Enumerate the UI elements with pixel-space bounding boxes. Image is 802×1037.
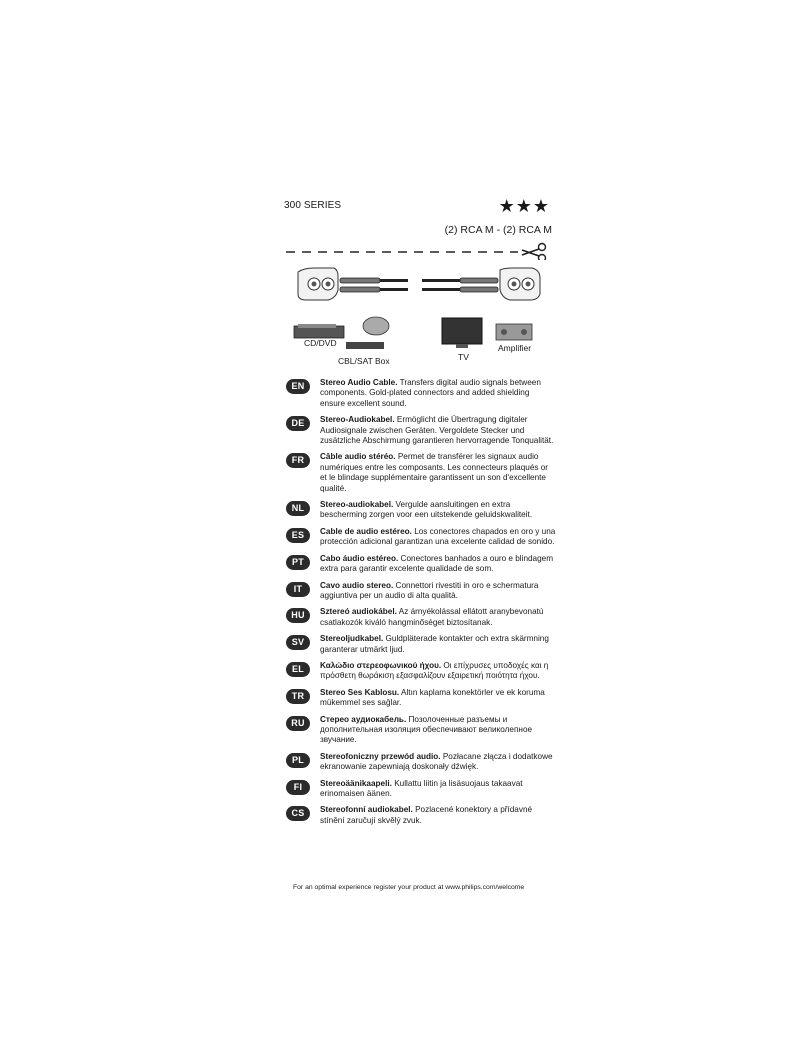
product-description: Позолоченные разъемы и дополнительная изоляция обеспечивают великолепное звучание. bbox=[320, 714, 533, 745]
product-description: Pozlacené konektory a přídavné stínění zaručují skvělý zvuk. bbox=[320, 805, 533, 825]
cable-type-label: (2) RCA M - (2) RCA M bbox=[444, 224, 552, 236]
language-description bbox=[320, 452, 556, 494]
product-title: Sztereó audiokábel. bbox=[320, 607, 397, 617]
language-code-badge: RU bbox=[286, 716, 310, 731]
language-description bbox=[320, 415, 556, 446]
language-list bbox=[286, 378, 556, 832]
language-description bbox=[320, 688, 556, 709]
product-title: Стерео аудиокабель. bbox=[320, 714, 407, 724]
product-description: Vergulde aansluitingen en extra bescherming zorgen voor een uitstekende geluidskwaliteit. bbox=[320, 500, 533, 520]
language-entry-de bbox=[286, 415, 556, 446]
product-title: Stereoljudkabel. bbox=[320, 634, 384, 644]
language-description bbox=[320, 581, 556, 602]
product-title: Καλώδιο στερεοφωνικού ήχου. bbox=[320, 660, 442, 670]
cd-dvd-label: CD/DVD bbox=[304, 338, 337, 348]
product-description: Ermöglicht die Übertragung digitaler Audiosignale zwischen Geräten. Vergoldete Stecker und zusätzliche Abschirmung garantieren hervorragende Tonqualität. bbox=[320, 415, 554, 446]
language-entry-nl bbox=[286, 500, 556, 521]
language-entry-it bbox=[286, 581, 556, 602]
product-title: Stereo-audiokabel. bbox=[320, 500, 394, 510]
product-description: Permet de transférer les signaux audio numériques entre les composants. Les connecteurs plaqués or et le blindage supplémentaire garantissent un son d'excellente qualité. bbox=[320, 452, 549, 493]
language-code-badge: FI bbox=[286, 780, 310, 795]
product-description: Az árnyékolással ellátott aranybevonatú csatlakozók kiváló hangminőséget biztosítanak. bbox=[320, 607, 544, 627]
language-entry-fr bbox=[286, 452, 556, 494]
left-socket-panel bbox=[298, 268, 338, 300]
language-code-badge: DE bbox=[286, 416, 310, 431]
language-description bbox=[320, 752, 556, 773]
language-entry-pl bbox=[286, 752, 556, 773]
cbl-sat-label: CBL/SAT Box bbox=[338, 356, 390, 366]
language-description bbox=[320, 634, 556, 655]
rca-cable-pair bbox=[340, 278, 498, 292]
tv-label: TV bbox=[458, 352, 469, 362]
language-entry-ru bbox=[286, 715, 556, 746]
language-entry-es bbox=[286, 527, 556, 548]
series-label: 300 SERIES bbox=[284, 200, 342, 211]
language-code-badge: HU bbox=[286, 608, 310, 623]
language-code-badge: EL bbox=[286, 662, 310, 677]
language-code-badge: EN bbox=[286, 379, 310, 394]
language-entry-hu bbox=[286, 607, 556, 628]
rating-stars: ★★★ bbox=[498, 196, 550, 216]
product-title: Stereo Audio Cable. bbox=[320, 378, 398, 387]
product-description: Conectores banhados a ouro e blindagem extra para garantir excelente qualidade de som. bbox=[320, 553, 554, 574]
language-code-badge: TR bbox=[286, 689, 310, 704]
product-title: Cavo audio stereo. bbox=[320, 580, 394, 590]
product-description: Οι επίχρυσες υποδοχές και η πρόσθετη θωράκιση εξασφαλίζουν εξαιρετική ποιότητα ήχου. bbox=[320, 660, 549, 681]
language-code-badge: PT bbox=[286, 555, 310, 570]
language-entry-en bbox=[286, 378, 556, 409]
product-title: Cabo áudio estéreo. bbox=[320, 553, 399, 563]
language-description bbox=[320, 661, 556, 682]
product-description: Kullattu liitin ja lisäsuojaus takaavat erinomaisen äänen. bbox=[320, 778, 523, 798]
language-description bbox=[320, 715, 556, 746]
right-socket-panel bbox=[500, 268, 540, 300]
amplifier-label: Amplifier bbox=[498, 343, 532, 353]
satellite-box-icon bbox=[346, 317, 389, 349]
language-code-badge: SV bbox=[286, 635, 310, 650]
product-title: Câble audio stéréo. bbox=[320, 452, 396, 462]
language-description bbox=[320, 779, 556, 800]
language-code-badge: CS bbox=[286, 806, 310, 821]
product-description: Altın kaplama konektörler ve ek koruma mükemmel ses sağlar. bbox=[320, 687, 545, 708]
language-entry-sv bbox=[286, 634, 556, 655]
tv-icon bbox=[442, 318, 482, 348]
language-code-badge: FR bbox=[286, 453, 310, 468]
product-title: Stereo Ses Kablosu. bbox=[320, 687, 400, 697]
product-title: Stereoäänikaapeli. bbox=[320, 778, 392, 788]
scissors-icon bbox=[522, 244, 546, 261]
product-title: Stereofonní audiokabel. bbox=[320, 805, 413, 815]
language-code-badge: IT bbox=[286, 582, 310, 597]
language-entry-tr bbox=[286, 688, 556, 709]
language-description bbox=[320, 378, 556, 409]
language-code-badge: NL bbox=[286, 501, 310, 516]
language-code-badge: PL bbox=[286, 753, 310, 768]
amplifier-icon bbox=[496, 324, 532, 340]
language-description bbox=[320, 554, 556, 575]
product-title: Stereo-Audiokabel. bbox=[320, 415, 395, 425]
language-entry-cs bbox=[286, 805, 556, 826]
cd-dvd-player-icon bbox=[294, 324, 344, 338]
language-entry-pt bbox=[286, 554, 556, 575]
language-description bbox=[320, 607, 556, 628]
language-description bbox=[320, 527, 556, 548]
product-description: Pozłacane złącza i dodatkowe ekranowanie zapewniają doskonały dźwięk. bbox=[320, 751, 553, 772]
product-description: Connettori rivestiti in oro e schermatura aggiuntiva per un audio di alta qualità. bbox=[320, 580, 539, 600]
language-entry-el bbox=[286, 661, 556, 682]
footer-register-note: For an optimal experience register your product at www.philips.com/welcome bbox=[293, 884, 525, 891]
product-description: Transfers digital audio signals between components. Gold-plated connectors and added shielding ensure excellent sound. bbox=[320, 378, 541, 408]
product-title: Stereofoniczny przewód audio. bbox=[320, 751, 441, 761]
language-description bbox=[320, 805, 556, 826]
product-description: Los conectores chapados en oro y una protección adicional garantizan una excelente calidad de sonido. bbox=[320, 526, 556, 547]
language-description bbox=[320, 500, 556, 521]
product-description: Guldpläterade kontakter och extra skärmning garanterar utmärkt ljud. bbox=[320, 634, 549, 654]
product-title: Cable de audio estéreo. bbox=[320, 526, 412, 536]
language-code-badge: ES bbox=[286, 528, 310, 543]
cut-line bbox=[286, 240, 548, 260]
language-entry-fi bbox=[286, 779, 556, 800]
